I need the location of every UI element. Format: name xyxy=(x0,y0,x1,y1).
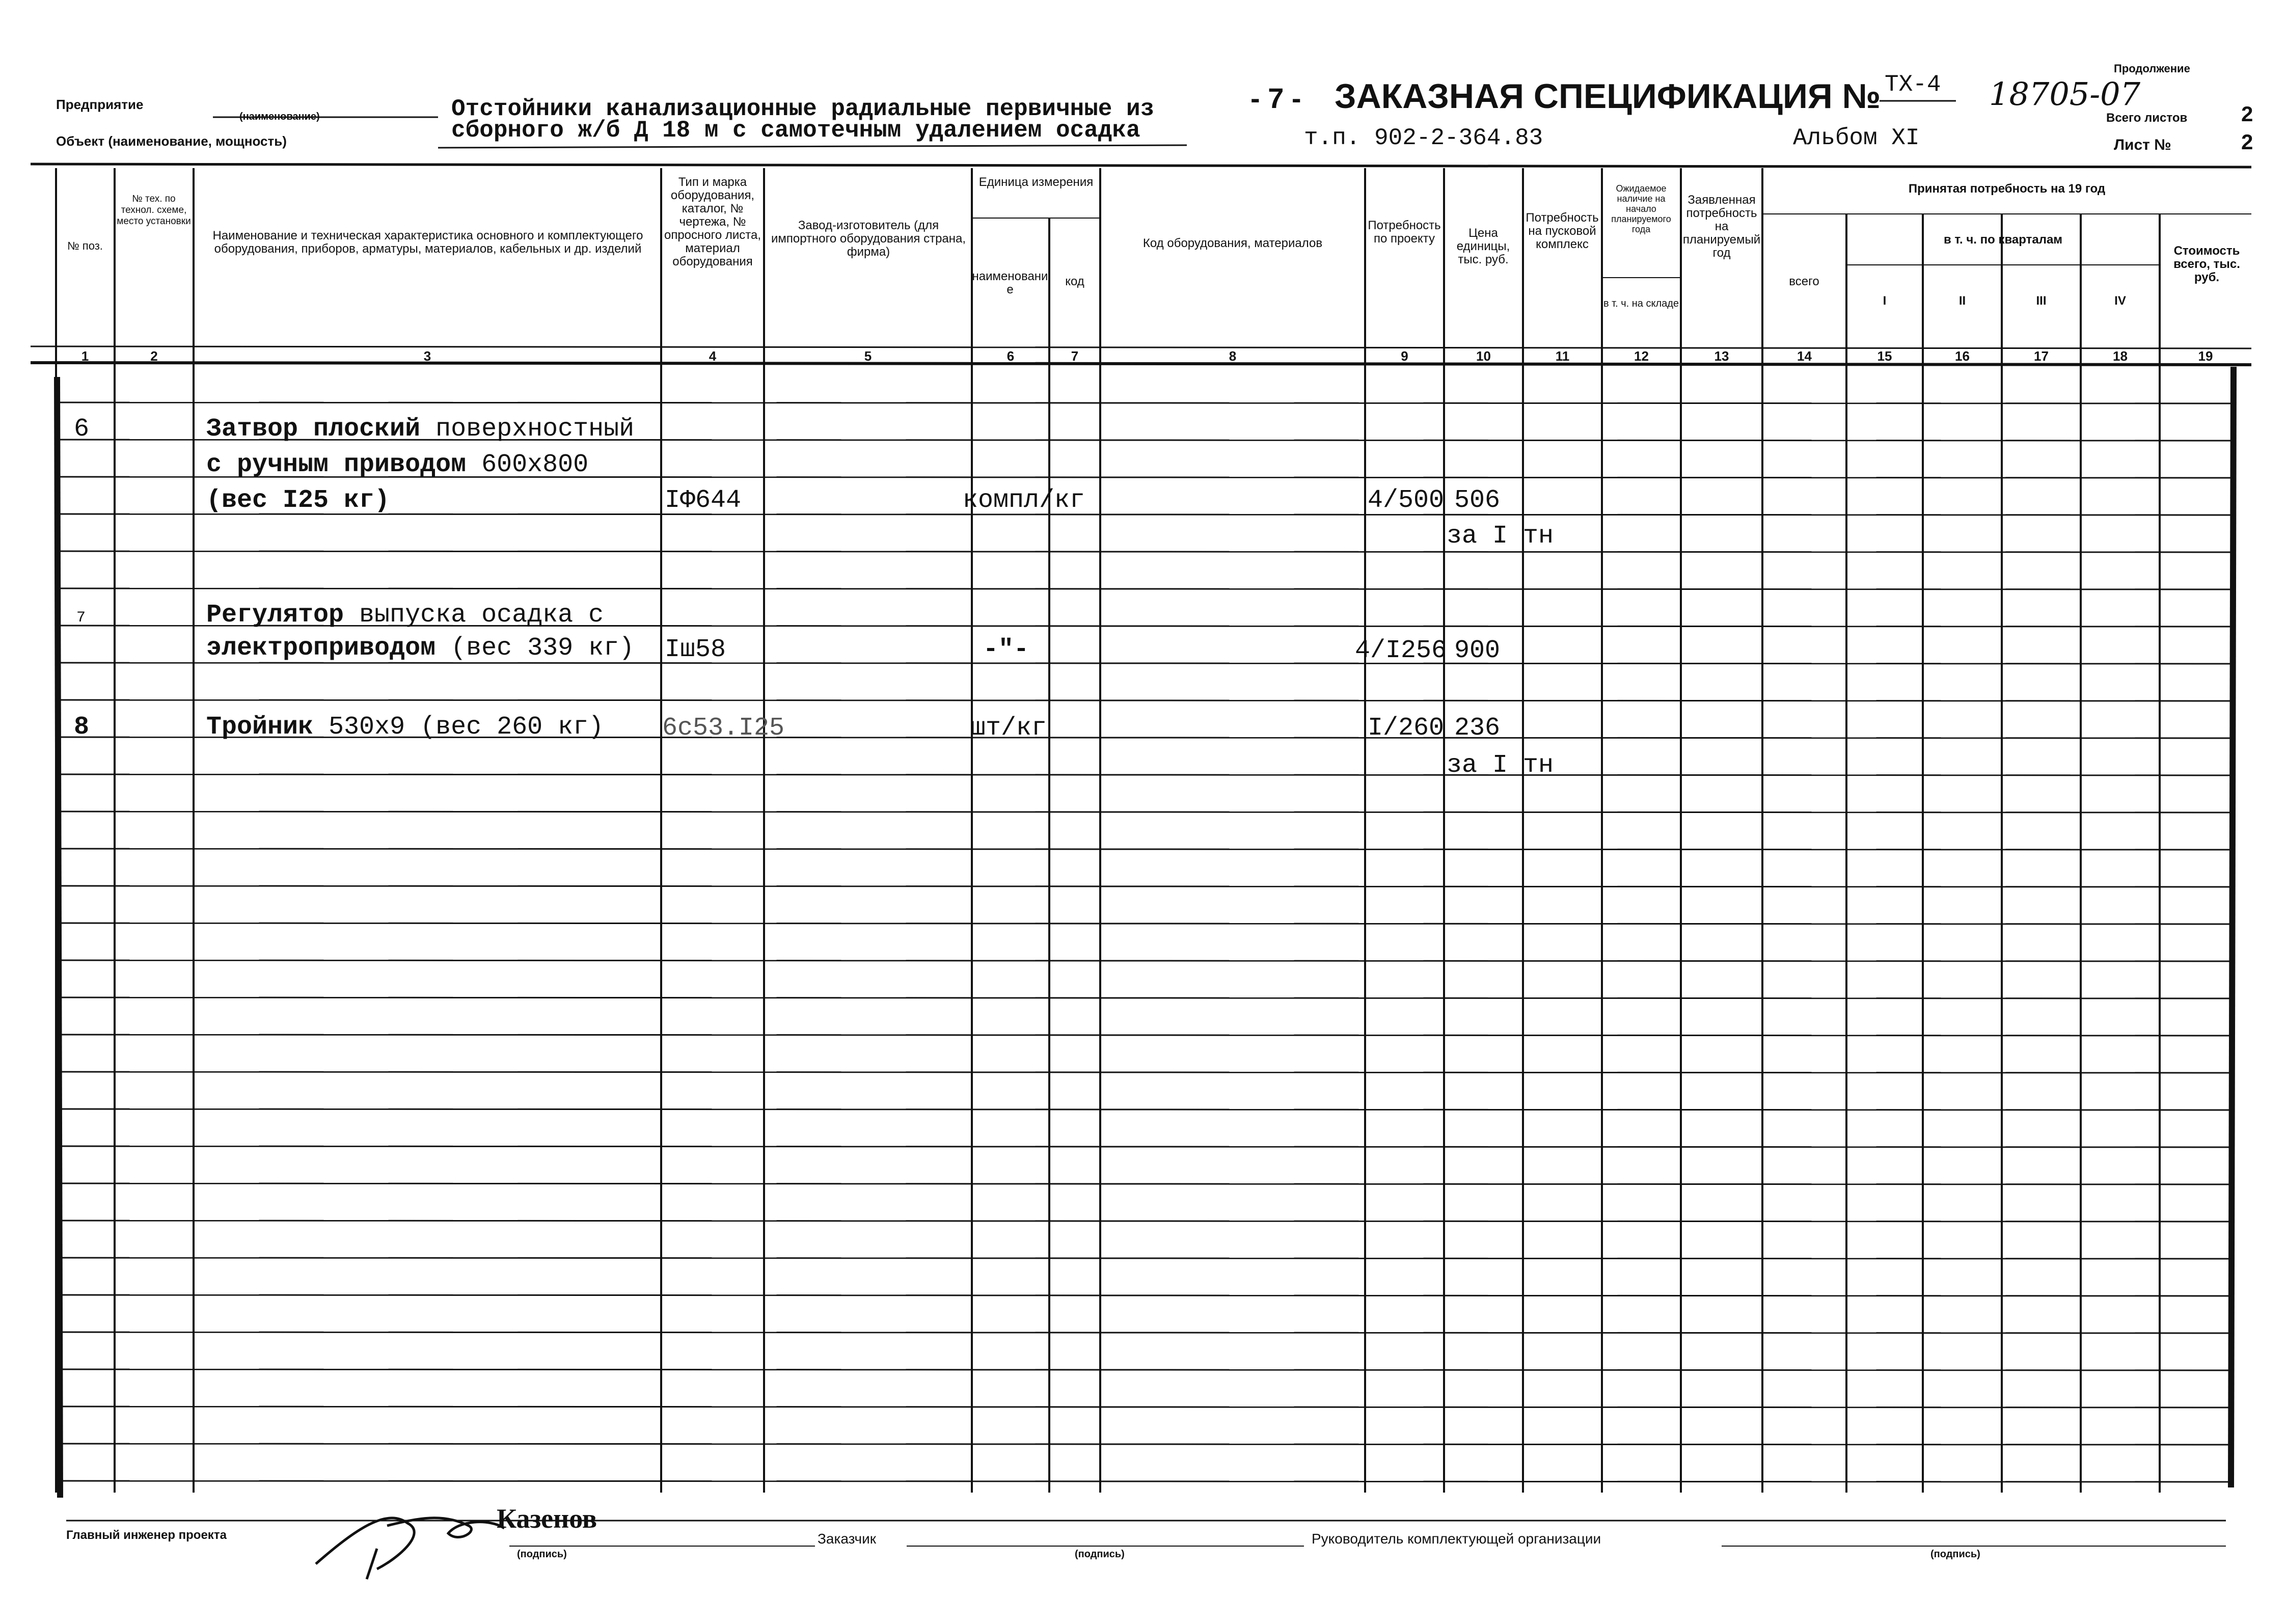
item-name-bold: электроприводом xyxy=(206,634,436,663)
item-unit: компл/кг xyxy=(963,486,1085,515)
signature xyxy=(316,1518,504,1579)
col-header-14-19: Принятая потребность на 19 год xyxy=(1908,182,2106,196)
row-position: 8 xyxy=(74,713,90,742)
col-header-14: всего xyxy=(1789,275,1819,288)
enterprise-label: Предприятие xyxy=(56,97,144,112)
col-number: 17 xyxy=(2034,348,2049,364)
col-number: 18 xyxy=(2113,348,2128,364)
item-need: 4/I256 xyxy=(1355,636,1447,665)
signature-caption-1: (подпись) xyxy=(517,1549,567,1560)
item-name-line xyxy=(206,415,634,444)
item-unit: -"- xyxy=(983,635,1029,664)
row-rule xyxy=(57,402,2234,403)
col-header-4: Тип и марка оборудования, каталог, № чертежа, № опросного листа, материал оборудования xyxy=(664,175,761,268)
continuation-label: Продолжение xyxy=(2114,62,2190,75)
col-number: 1 xyxy=(81,348,89,364)
col-number: 11 xyxy=(1555,348,1570,364)
row-rule xyxy=(57,997,2234,998)
item-price-note: за I тн xyxy=(1447,751,1554,780)
item-price: 236 xyxy=(1454,714,1501,743)
row-rule xyxy=(57,700,2234,701)
col-number: 16 xyxy=(1955,348,1970,364)
row-rule xyxy=(57,1369,2234,1370)
col-number: 15 xyxy=(1877,348,1892,364)
spec-number: ТХ-4 xyxy=(1885,71,1941,98)
col-header-12: Ожидаемое наличие на начало планируемого года xyxy=(1611,183,1671,234)
row-rule xyxy=(57,588,2234,589)
item-name-line xyxy=(206,713,604,742)
item-price: 900 xyxy=(1454,636,1501,665)
item-name-line xyxy=(206,451,588,479)
row-rule xyxy=(57,1146,2234,1147)
project-number: т.п. 902-2-364.83 xyxy=(1304,125,1543,151)
album: Альбом XI xyxy=(1793,125,1920,151)
customer-label: Заказчик xyxy=(818,1531,876,1547)
row-rule xyxy=(57,886,2234,887)
row-rule xyxy=(57,1072,2234,1073)
item-name-rest: (вес 339 кг) xyxy=(436,634,635,663)
col-number: 7 xyxy=(1071,348,1079,364)
row-rule xyxy=(57,1035,2234,1036)
item-type: 6с53.I25 xyxy=(662,714,785,743)
item-name-bold: с ручным приводом xyxy=(206,450,467,479)
handwritten-code: 18705-07 xyxy=(1989,75,2141,113)
col-number: 5 xyxy=(864,348,872,364)
chief-engineer-name: Казенов xyxy=(497,1503,597,1534)
page-number: - 7 - xyxy=(1250,82,1301,114)
item-need: 4/500 xyxy=(1368,486,1445,515)
col-header-6: наименование xyxy=(972,269,1048,296)
col-header-16: II xyxy=(1958,294,1966,308)
row-rule xyxy=(57,1444,2234,1445)
col-header-12-sub: в т. ч. на складе xyxy=(1603,298,1679,309)
signature-caption-2: (подпись) xyxy=(1075,1549,1125,1560)
item-type: IФ644 xyxy=(665,486,742,515)
col-header-quarters: в т. ч. по кварталам xyxy=(1943,233,2063,247)
signature-caption-3: (подпись) xyxy=(1930,1549,1980,1560)
col-number: 4 xyxy=(709,348,717,364)
col-header-17: III xyxy=(2036,294,2047,308)
col-header-2: № тех. по технол. схеме, место установки xyxy=(117,194,191,227)
item-name-line xyxy=(206,601,604,630)
row-rule xyxy=(57,923,2234,924)
item-unit: шт/кг xyxy=(970,714,1047,743)
col-header-15: I xyxy=(1883,294,1887,308)
row-rule xyxy=(57,1481,2234,1482)
item-name-rest: 600х800 xyxy=(466,450,589,479)
object-line-2: сборного ж/б Д 18 м с самотечным удалением осадка xyxy=(451,117,1140,144)
col-header-7: код xyxy=(1065,275,1084,288)
item-need: I/260 xyxy=(1368,714,1445,743)
item-name-line: (вес I25 кг) xyxy=(206,486,390,515)
item-name-rest: выпуска осадка с xyxy=(344,601,604,630)
col-header-18: IV xyxy=(2114,294,2126,308)
item-name-bold: Тройник xyxy=(206,713,314,742)
col-number: 12 xyxy=(1634,348,1649,364)
row-rule xyxy=(57,663,2234,664)
col-header-3: Наименование и техническая характеристика основного и комплектующего оборудования, приборов, арматуры, материалов, кабельных и др. изделий xyxy=(212,229,643,256)
col-header-11: Потребность на пусковой комплекс xyxy=(1526,211,1599,251)
col-number: 19 xyxy=(2198,348,2213,364)
col-header-9: Потребность по проекту xyxy=(1368,219,1441,246)
row-rule xyxy=(57,774,2234,775)
sheet-value: 2 xyxy=(2241,130,2253,154)
row-rule xyxy=(57,811,2234,813)
col-number: 2 xyxy=(150,348,158,364)
sheet-label: Лист № xyxy=(2114,137,2171,153)
col-number: 8 xyxy=(1229,348,1237,364)
manager-label: Руководитель комплектующей организации xyxy=(1312,1531,1601,1547)
col-number: 14 xyxy=(1797,348,1812,364)
row-rule xyxy=(57,551,2234,552)
item-price: 506 xyxy=(1454,486,1501,515)
chief-engineer-label: Главный инженер проекта xyxy=(66,1528,227,1542)
row-rule xyxy=(57,960,2234,961)
object-label: Объект (наименование, мощность) xyxy=(56,133,287,149)
item-name-rest: 530х9 (вес 260 кг) xyxy=(313,713,604,742)
item-name-line xyxy=(206,634,634,663)
col-header-13: Заявленная потребность на планируемый год xyxy=(1682,193,1761,260)
row-position: 7 xyxy=(76,609,86,627)
row-rule xyxy=(57,1332,2234,1333)
total-sheets-value: 2 xyxy=(2241,102,2253,126)
col-header-1: № поз. xyxy=(67,239,103,252)
row-rule xyxy=(57,849,2234,850)
col-number: 13 xyxy=(1714,348,1729,364)
row-position: 6 xyxy=(74,415,90,444)
item-price-note: за I тн xyxy=(1447,522,1554,551)
col-header-unit: Единица измерения xyxy=(978,175,1094,189)
item-name-rest: поверхностный xyxy=(420,415,635,444)
object-line-1: Отстойники канализационные радиальные первичные из xyxy=(451,96,1155,122)
row-rule xyxy=(57,1183,2234,1184)
document-title: ЗАКАЗНАЯ СПЕЦИФИКАЦИЯ № xyxy=(1335,77,1881,116)
col-number: 10 xyxy=(1476,348,1491,364)
enterprise-sub: (наименование) xyxy=(239,111,320,122)
col-header-5: Завод-изготовитель (для импортного оборудования страна, фирма) xyxy=(771,219,966,259)
row-rule xyxy=(57,1109,2234,1110)
item-type: Iш58 xyxy=(665,635,726,664)
col-number: 9 xyxy=(1401,348,1408,364)
row-rule xyxy=(57,1221,2234,1222)
col-header-8: Код оборудования, материалов xyxy=(1142,236,1323,250)
row-rule xyxy=(57,1295,2234,1296)
col-header-10: Цена единицы, тыс. руб. xyxy=(1456,226,1510,266)
col-header-19: Стоимость всего, тыс. руб. xyxy=(2173,244,2240,284)
total-sheets-label: Всего листов xyxy=(2106,111,2188,125)
item-name-bold: Регулятор xyxy=(206,601,344,630)
row-rule xyxy=(57,1258,2234,1259)
row-rule xyxy=(57,1406,2234,1408)
col-number: 6 xyxy=(1006,348,1015,364)
col-number: 3 xyxy=(423,348,431,364)
item-name-bold: Затвор плоский xyxy=(206,415,421,444)
